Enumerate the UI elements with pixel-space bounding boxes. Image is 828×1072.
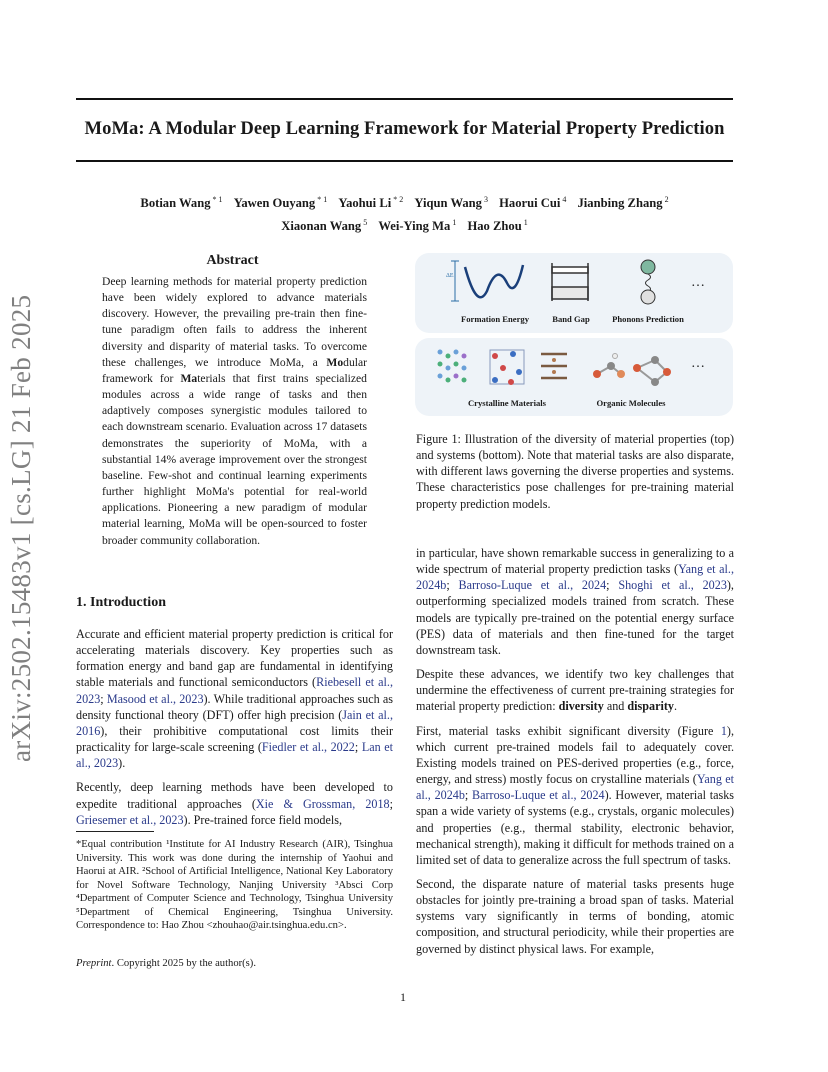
- ellipsis: …: [691, 356, 705, 371]
- intro-paragraph: Accurate and efficient material property prediction is critical for accelerating materials discovery. Key properties such as formation energy and band gap are fundamental in identifying stable materials and functional semiconductors (Riebesell et al., 2023; Masood et al., 2023). While traditional approaches such as density functional theory (DFT) offer high precision (Jain et al., 2016), their prohibitive computational cost limits their practicality for large-scale screening (Fiedler et al., 2022; Lan et al., 2023).: [76, 627, 394, 771]
- footnote: *Equal contribution ¹Institute for AI Industry Research (AIR), Tsinghua University. This work was done during the internship of Yaohui and Haorui at AIR. ²School of Artificial Intelligence, National Key Laboratory for Novel Software Technology, Nanjing University ³Absci Corp ⁴Department of Computer Science and Technology, Tsinghua University ⁵Department of Chemical Engineering, Tsinghua University. Correspondence to: Hao Zhou <zhouhao@air.tsinghua.edu.cn>.: [76, 839, 393, 931]
- citation-link[interactable]: Lan et al., 2023: [76, 740, 394, 771]
- abstract-body: Deep learning methods for material property prediction have been widely explored to advance materials discovery. However, the prevailing pre-train then fine-tune paradigm often fails to address the inherent diversity and disparity of material tasks. To overcome these challenges, we introduce MoMa, a Modular framework for Materials that first trains specialized modules across a wide range of tasks and then adaptively composes synergistic modules tailored to each downstream scenario. Evaluation across 17 datasets demonstrates the superiority of MoMa, with a substantial 14% average improvement over the strongest baseline. Few-shot and continual learning experiments further highlight MoMa's potential for real-world applications. Pioneering a new paradigm of modular material learning, MoMa will be open-sourced to foster broader community collaboration.: [102, 275, 367, 547]
- formation-energy-icon: [451, 261, 523, 301]
- crystal-lattice-icon: [438, 350, 467, 383]
- citation-link[interactable]: Masood et al., 2023: [106, 691, 204, 706]
- citation-link[interactable]: Riebesell et al., 2023: [76, 675, 394, 706]
- arxiv-stamp: arXiv:2502.15483v1 [cs.LG] 21 Feb 2025: [6, 294, 36, 762]
- author: Hao Zhou $^1$: [467, 218, 528, 234]
- author: Yawen Ouyang $^{* 1}$: [233, 195, 328, 211]
- citation-link[interactable]: Xie & Grossman, 2018: [255, 796, 390, 811]
- intro-paragraph: Recently, deep learning methods have been developed to expedite traditional approaches (Xie & Grossman, 2018; Griesemer et al., 2023). Pre-trained force field models,: [76, 780, 393, 827]
- intro-heading: 1. Introduction: [76, 595, 166, 610]
- author: Haorui Cui $^4$: [499, 195, 567, 211]
- page-number: 1: [400, 990, 406, 1004]
- citation-link[interactable]: Jain et al., 2016: [76, 707, 393, 738]
- author: Jianbing Zhang $^2$: [577, 195, 669, 211]
- figure-caption: Figure 1: Illustration of the diversity of material properties (top) and systems (bottom). Note that material tasks are also disparate, with different laws governing the diverse properties and systems. These characteristics pose challenges for pre-training material property prediction models.: [416, 432, 734, 511]
- footnote-rule: [76, 831, 154, 832]
- body-paragraph: in particular, have shown remarkable success in generalizing to a wide spectrum of material property prediction tasks (Yang et al., 2024b; Barroso-Luque et al., 2024; Shoghi et al., 2023), outperforming specialized models trained from scratch. These models are typically pre-trained on the potential energy surface (PES) data of materials and then fine-tuned for the target downstream task.: [416, 546, 734, 657]
- citation-link[interactable]: Shoghi et al., 2023: [618, 578, 727, 593]
- body-paragraph: Second, the disparate nature of material tasks presents huge obstacles for jointly pre-training a broad span of tasks. Material systems vary significantly in terms of bonding, atomic composition, and structural periodicity, while their properties are governed by distinct physical laws. For example,: [416, 876, 734, 956]
- author: Wei-Ying Ma $^1$: [378, 218, 457, 234]
- citation-link[interactable]: Barroso-Luque et al., 2024: [472, 788, 605, 803]
- paper-title: MoMa: A Modular Deep Learning Framework for Material Property Prediction: [84, 118, 725, 139]
- figure-panel-systems: [415, 338, 733, 416]
- label-crystalline: Crystalline Materials: [467, 398, 547, 408]
- title-top-rule: [76, 98, 733, 100]
- organic-molecule-icon: [593, 354, 671, 387]
- body-paragraph: Despite these advances, we identify two key challenges that undermine the effectiveness of current pre-training strategies for material property prediction: diversity and disparity.: [416, 667, 734, 714]
- label-organic: Organic Molecules: [596, 398, 666, 408]
- layered-crystal-icon: [541, 354, 567, 378]
- figure-ref-link[interactable]: 1: [720, 723, 727, 738]
- crystal-structure-icon: [490, 350, 524, 385]
- author: Yiqun Wang $^3$: [414, 195, 488, 211]
- citation-link[interactable]: Yang et al., 2024b: [416, 562, 734, 593]
- author: Xiaonan Wang $^5$: [281, 218, 368, 234]
- intro-body: [76, 626, 393, 836]
- figure-panel-properties: [415, 253, 733, 333]
- citation-link[interactable]: Barroso-Luque et al., 2024: [458, 578, 607, 593]
- ellipsis: …: [691, 275, 705, 290]
- right-column-body: [416, 545, 734, 965]
- title-bottom-rule: [76, 160, 733, 162]
- citation-link[interactable]: Griesemer et al., 2023: [76, 812, 184, 827]
- citation-link[interactable]: Yang et al., 2024b: [416, 772, 734, 803]
- label-band-gap: Band Gap: [552, 314, 590, 324]
- preprint-notice: Preprint. Copyright 2025 by the author(s).: [76, 958, 256, 969]
- author: Botian Wang $^{* 1}$: [140, 195, 223, 211]
- author-list: [76, 190, 733, 236]
- abstract-heading: Abstract: [206, 253, 259, 268]
- label-phonons: Phonons Prediction: [612, 314, 684, 324]
- author: Yaohui Li $^{* 2}$: [338, 195, 404, 211]
- band-gap-icon: [552, 263, 588, 301]
- phonons-icon: [641, 260, 655, 304]
- delta-e-label: ΔE: [446, 273, 454, 279]
- label-formation-energy: Formation Energy: [460, 314, 530, 324]
- body-paragraph: First, material tasks exhibit significant diversity (Figure 1), which current pre-trained models fail to adequately cover. Existing models trained on PES-derived properties (e.g., force, energy, and stress) mostly focus on crystalline materials (Yang et al., 2024b; Barroso-Luque et al., 2024). However, material tasks span a wide variety of systems (e.g., crystals, organic molecules) and properties (e.g., thermal stability, electronic behavior, mechanical strength), making it difficult for methods trained on a limited set of data to generalize across the full spectrum of tasks.: [416, 723, 734, 867]
- citation-link[interactable]: Fiedler et al., 2022: [261, 740, 355, 755]
